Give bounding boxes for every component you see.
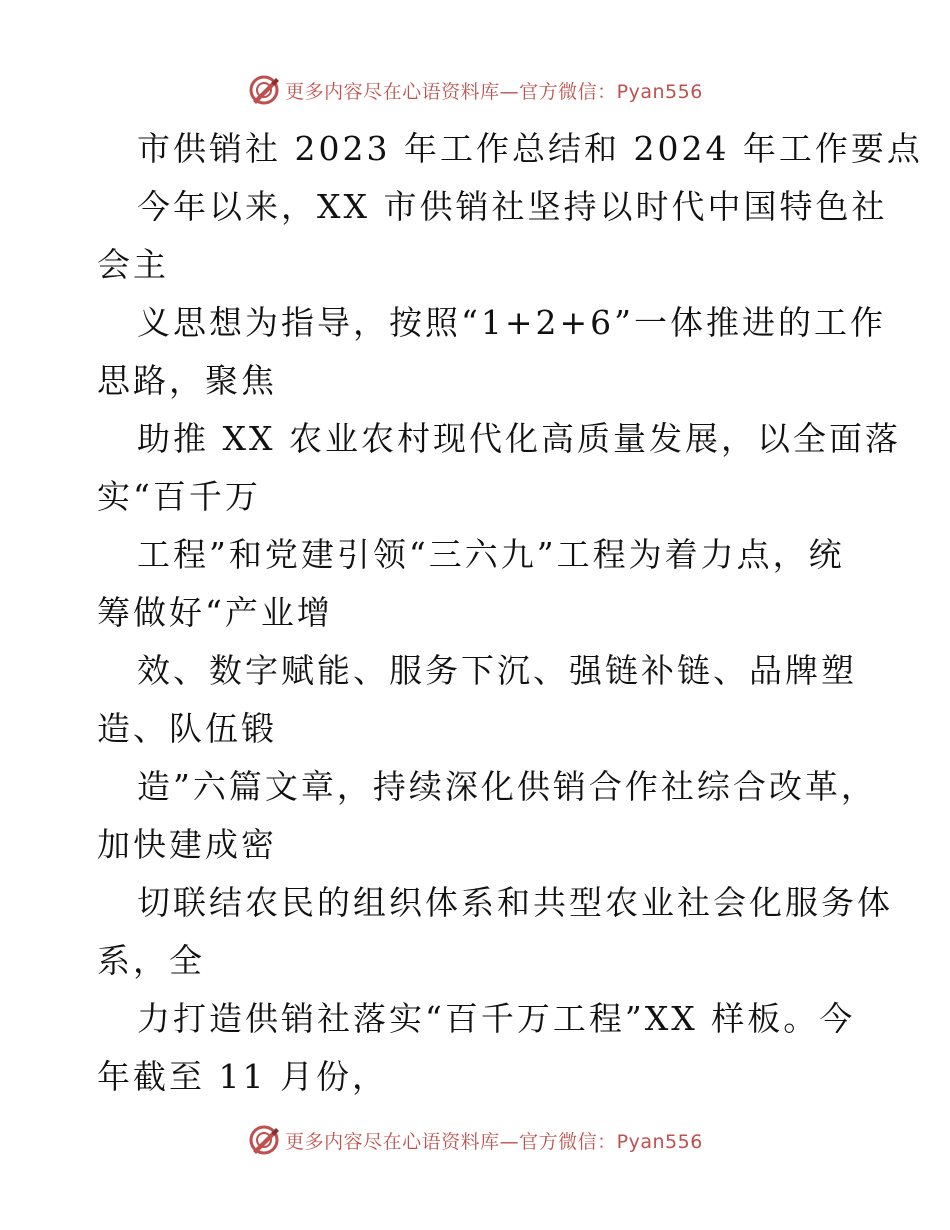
text-line: 加快建成密 (97, 825, 277, 864)
footer-watermark (0, 1120, 950, 1160)
text-line: 效、数字赋能、服务下沉、强链补链、品牌塑 (137, 651, 857, 690)
text-line: 造”六篇文章，持续深化供销合作社综合改革， (137, 767, 877, 806)
text-line: 工程”和党建引领“三六九”工程为着力点，统 (137, 535, 845, 574)
text-line: 切联结农民的组织体系和共型农业社会化服务体 (137, 883, 893, 922)
text-line: 年截至 11 月份， (97, 1057, 388, 1096)
pen-logo-icon (247, 73, 281, 107)
text-line: 筹做好“产业增 (97, 593, 333, 632)
text-line: 实“百千万 (97, 477, 261, 516)
text-line: 会主 (97, 245, 169, 284)
header-watermark (0, 70, 950, 110)
text-line: 市供销社 2023 年工作总结和 2024 年工作要点 (137, 129, 923, 168)
text-line: 造、队伍锻 (97, 709, 277, 748)
watermark-text: 更多内容尽在心语资料库—官方微信：Pyan556 (285, 80, 703, 103)
text-line: 助推 XX 农业农村现代化高质量发展，以全面落 (137, 419, 901, 458)
document-body (97, 120, 923, 1106)
text-line: 今年以来，XX 市供销社坚持以时代中国特色社 (137, 187, 888, 226)
text-line: 系，全 (97, 941, 205, 980)
text-line: 力打造供销社落实“百千万工程”XX 样板。今 (137, 999, 856, 1038)
pen-logo-icon (247, 1123, 281, 1157)
text-line: 思路，聚焦 (97, 361, 277, 400)
watermark-text: 更多内容尽在心语资料库—官方微信：Pyan556 (285, 1130, 703, 1153)
text-line: 义思想为指导，按照“1+2+6”一体推进的工作 (137, 303, 887, 342)
